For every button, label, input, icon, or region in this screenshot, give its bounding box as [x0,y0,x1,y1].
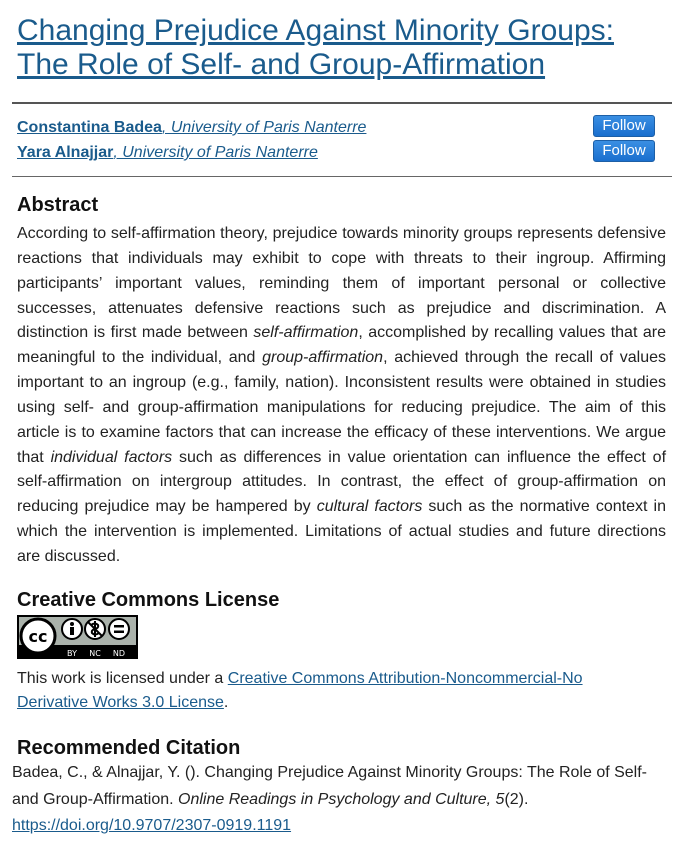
doi-link[interactable]: https://doi.org/10.9707/2307-0919.1191 [12,817,292,834]
badge-by-label: BY [67,649,77,658]
author-link[interactable] [17,144,318,161]
author-affiliation: , University of Paris Nanterre [161,119,367,136]
article-title-link[interactable]: Changing Prejudice Against Minority Groups: The Role of Self- and Group-Affirmation [17,14,614,81]
follow-button[interactable]: Follow [593,115,655,137]
author-link[interactable] [17,119,366,136]
citation-journal: Online Readings in Psychology and Culture, 5 [178,790,505,808]
cc-glyph: cc [28,627,48,646]
cc-by-nc-nd-badge-icon [17,615,138,659]
author-name: Yara Alnajjar [17,144,114,161]
license-heading: Creative Commons License [17,589,280,611]
no-derivatives-icon [109,619,129,639]
citation-text: Badea, C., & Alnajjar, Y. (). Changing Prejudice Against Minority Groups: The Role of Self- and Group-Affirmation. Online Readings in Psychology and Culture, 5(2). https://doi.org/10.9707/2307-0919.1191 [12,764,648,834]
article-title [17,14,667,82]
author-affiliation: , University of Paris Nanterre [113,144,318,161]
license-link[interactable]: Creative Commons Attribution-Noncommercial-No Derivative Works 3.0 License [17,670,583,711]
abstract-emphasis: individual factors [50,448,173,466]
license-text: This work is licensed under a Creative Commons Attribution-Noncommercial-No Derivative Works 3.0 License. [17,670,583,711]
citation-heading: Recommended Citation [17,737,241,759]
badge-nd-label: ND [112,649,126,658]
cc-license-badge-link[interactable] [17,615,138,659]
author-row [17,144,318,162]
abstract-emphasis: self-affirmation [253,324,359,342]
abstract-text: According to self-affirmation theory, prejudice towards minority groups represents defensive reactions that individuals may exhibit to cope with threats to their ingroup. Affirming participants’ important values, reminding them of important personal or collective successes, attenuates defensive reactions such as prejudice and discrimination. A distinction is first made between self-affirmation, accomplished by recalling values that are meaningful to the individual, and group-affirmation, achieved through the recall of values important to an ingroup (e.g., family, nation). Inconsistent results were obtained in studies using self- and group-affirmation manipulations for reducing prejudice. The aim of this article is to examine factors that can increase the efficacy of these interventions. We argue that individual factors such as differences in value orientation can influence the effect of self-affirmation on intergroup attitudes. In contrast, the effect of group-affirmation on reducing prejudice may be hampered by cultural factors such as the normative context in which the intervention is implemented. Limitations of actual studies and future directions are discussed. [17,225,667,565]
authors-divider [12,176,672,177]
abstract-heading: Abstract [17,194,99,216]
author-row [17,119,366,137]
badge-nc-label: NC [89,649,101,658]
follow-button[interactable]: Follow [593,140,655,162]
author-name: Constantina Badea [17,119,162,136]
title-divider [12,102,672,104]
abstract-emphasis: group-affirmation [262,349,384,367]
abstract-emphasis: cultural factors [316,498,423,516]
